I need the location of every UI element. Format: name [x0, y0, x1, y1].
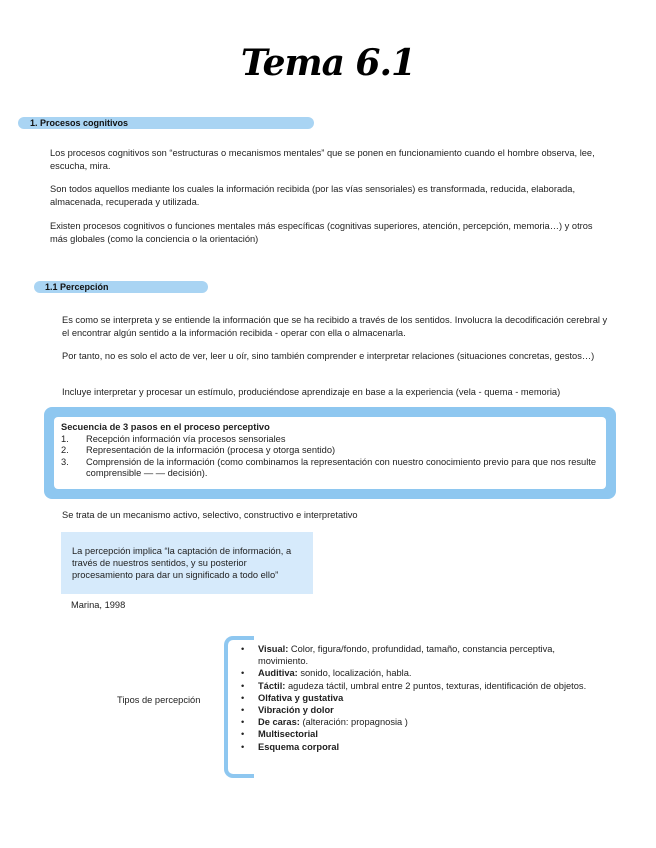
bullet: • — [241, 741, 245, 752]
perception-types-list — [240, 643, 592, 753]
item-title: Auditiva: — [258, 668, 298, 679]
item-title: Táctil: — [258, 680, 286, 691]
bullet: • — [241, 668, 245, 679]
step-number: 1. — [61, 433, 69, 444]
step-number: 2. — [61, 445, 69, 455]
quote-author: Marina, 1998 — [71, 600, 126, 610]
step-number: 3. — [61, 456, 69, 467]
paragraph: Es como se interpreta y se entiende la información que se ha recibido a través de los sentidos. Involucra la decodificación cerebral y el encontrar algún sentido a la información recibida - operar con ella o almacenarla. — [62, 315, 608, 338]
item-title: Vibración y dolor — [258, 705, 334, 716]
bullet: • — [241, 692, 245, 703]
list-item — [240, 692, 592, 704]
item-text: Color, figura/fondo, profundidad, tamaño, constancia perceptiva, movimiento. — [258, 644, 556, 667]
item-text: agudeza táctil, umbral entre 2 puntos, texturas, identificación de objetos. — [285, 680, 587, 691]
item-text: sonido, localización, habla. — [297, 668, 412, 679]
bullet: • — [241, 717, 245, 728]
quote-text: La percepción implica “la captación de información, a través de nuestros sentidos, y su posterior procesamiento para dar un significado a todo ello” — [72, 546, 292, 580]
item-title: Visual: — [258, 644, 289, 654]
sequence-title: Secuencia de 3 pasos en el proceso perceptivo — [61, 422, 270, 432]
sequence-step — [61, 457, 600, 480]
item-title: Olfativa y gustativa — [258, 692, 344, 703]
paragraph: Por tanto, no es solo el acto de ver, leer u oír, sino también comprender e interpretar relaciones (situaciones concretas, gestos…) — [62, 351, 595, 361]
bullet: • — [241, 705, 245, 716]
list-item — [240, 667, 592, 679]
item-text: (alteración: propagnosia ) — [299, 717, 408, 728]
paragraph: Son todos aquellos mediante los cuales la información recibida (por las vías sensoriales) es transformada, reducida, elaborada, almacenada, recuperada y utilizada. — [50, 184, 576, 207]
step-text: Representación de la información (procesa y otorga sentido) — [86, 445, 336, 455]
paragraph: Los procesos cognitivos son “estructuras o mecanismos mentales” que se ponen en funcionamiento cuando el hombre observa, lee, escucha, mira. — [50, 148, 595, 171]
types-label: Tipos de percepción — [117, 695, 201, 705]
page-title: Tema 6.1 — [240, 42, 416, 84]
paragraph: Se trata de un mecanismo activo, selectivo, constructivo e interpretativo — [62, 510, 358, 520]
list-item — [240, 643, 592, 667]
item-title: Esquema corporal — [258, 741, 340, 752]
sequence-box-content — [54, 417, 606, 489]
step-text: Recepción información vía procesos sensoriales — [86, 433, 286, 444]
bullet: • — [241, 644, 245, 654]
section-heading-percepcion: 1.1 Percepción — [34, 281, 208, 293]
list-item — [240, 680, 592, 692]
list-item — [240, 728, 592, 740]
sequence-box — [44, 407, 616, 499]
quote-box — [61, 532, 313, 594]
step-text: Comprensión de la información (como combinamos la representación con nuestro conocimiento previo para que nos resulte comprensible — — decisión). — [86, 456, 597, 478]
item-title: De caras: — [258, 717, 300, 728]
paragraph: Existen procesos cognitivos o funciones mentales más específicas (cognitivas superiores, atención, percepción, memoria…) y otros más globales (como la conciencia o la orientación) — [50, 221, 593, 244]
sequence-step — [61, 445, 600, 457]
section-heading-procesos-cognitivos: 1. Procesos cognitivos — [18, 117, 314, 129]
list-item — [240, 716, 592, 728]
bullet: • — [241, 680, 245, 691]
paragraph: Incluye interpretar y procesar un estímulo, produciéndose aprendizaje en base a la experiencia (vela - quema - memoria) — [62, 387, 561, 397]
list-item — [240, 741, 592, 753]
sequence-step — [61, 434, 600, 446]
item-title: Multisectorial — [258, 729, 318, 740]
bullet: • — [241, 729, 245, 740]
list-item — [240, 704, 592, 716]
